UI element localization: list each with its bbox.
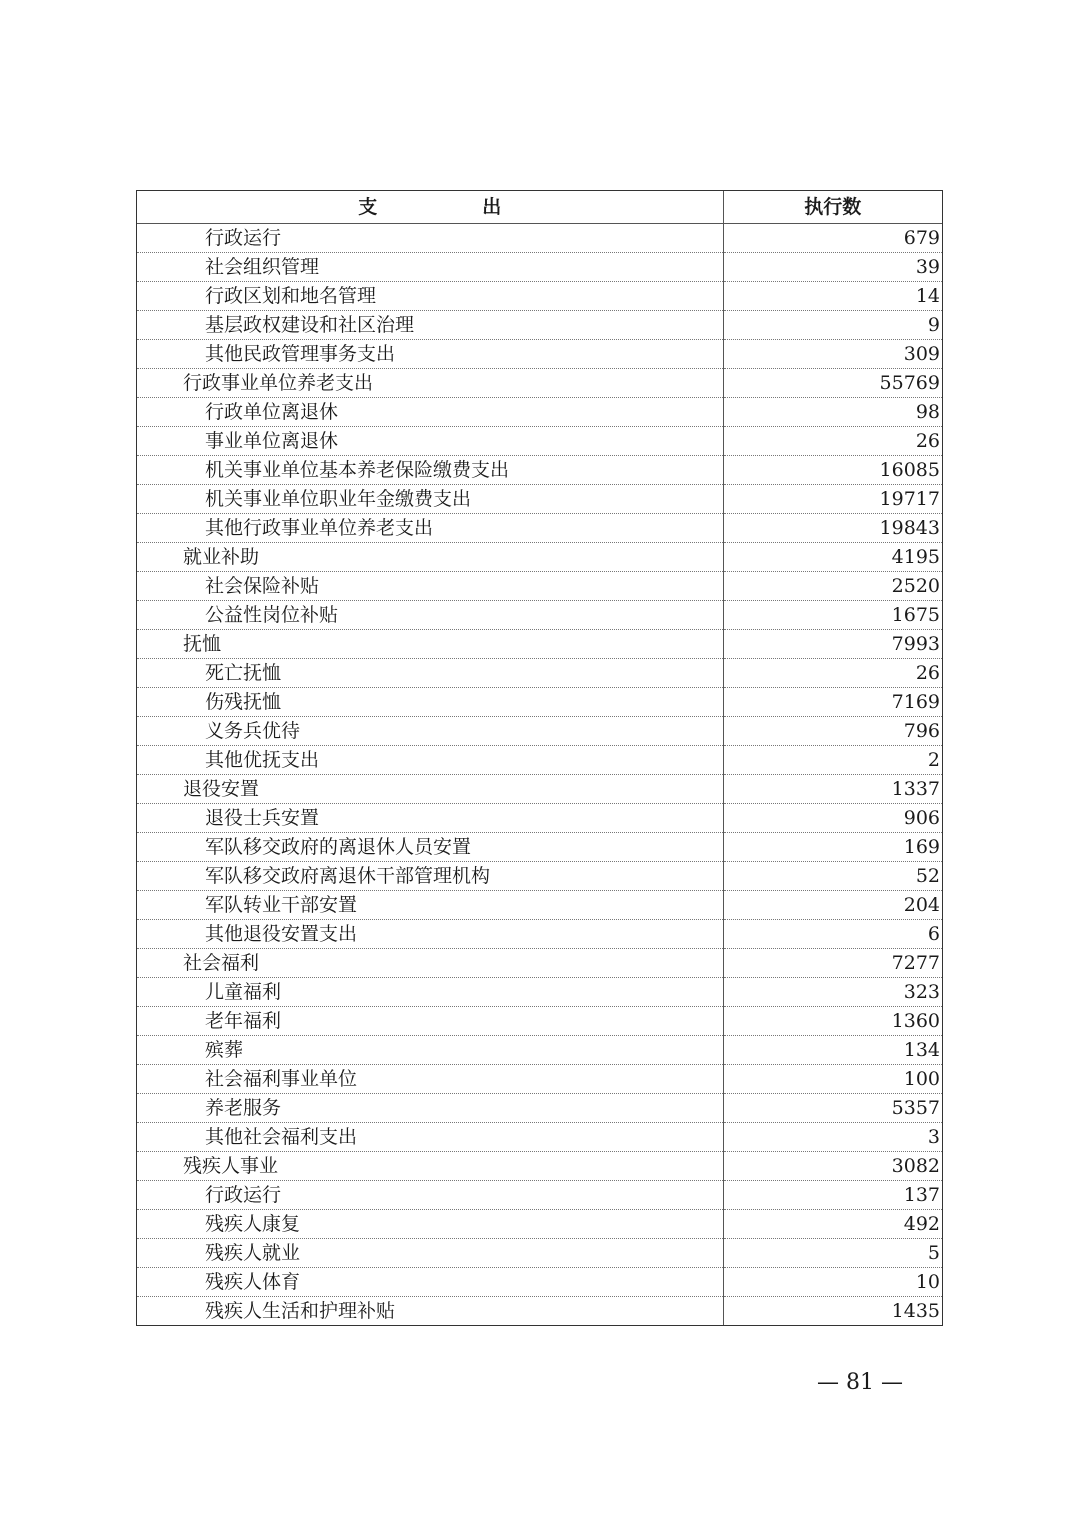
- table-row: [137, 456, 942, 485]
- page-number: — 81 —: [817, 1370, 903, 1395]
- row-item-name: 义务兵优待: [137, 717, 723, 746]
- table-row: [137, 572, 942, 601]
- table-row: [137, 1123, 942, 1152]
- row-item-name: 基层政权建设和社区治理: [137, 311, 723, 340]
- row-executed-value: 98: [723, 398, 942, 427]
- row-item-name: 其他民政管理事务支出: [137, 340, 723, 369]
- table-row: [137, 833, 942, 862]
- table-row: [137, 775, 942, 804]
- table-row: [137, 1268, 942, 1297]
- table-row: [137, 340, 942, 369]
- row-executed-value: 55769: [723, 369, 942, 398]
- expenditure-table-grid: [137, 191, 942, 1325]
- table-row: [137, 224, 942, 253]
- row-item-name: 社会福利: [137, 949, 723, 978]
- row-item-name: 行政运行: [137, 1181, 723, 1210]
- table-row: [137, 485, 942, 514]
- row-executed-value: 6: [723, 920, 942, 949]
- row-executed-value: 5357: [723, 1094, 942, 1123]
- row-executed-value: 134: [723, 1036, 942, 1065]
- row-item-name: 其他退役安置支出: [137, 920, 723, 949]
- row-item-name: 社会福利事业单位: [137, 1065, 723, 1094]
- table-row: [137, 1065, 942, 1094]
- row-item-name: 残疾人事业: [137, 1152, 723, 1181]
- row-item-name: 就业补助: [137, 543, 723, 572]
- row-executed-value: 39: [723, 253, 942, 282]
- row-executed-value: 52: [723, 862, 942, 891]
- table-row: [137, 398, 942, 427]
- header-executed-amount: 执行数: [723, 191, 942, 224]
- row-executed-value: 323: [723, 978, 942, 1007]
- row-executed-value: 204: [723, 891, 942, 920]
- table-row: [137, 659, 942, 688]
- row-executed-value: 5: [723, 1239, 942, 1268]
- row-item-name: 残疾人生活和护理补贴: [205, 1300, 396, 1322]
- table-header-row: [137, 191, 942, 224]
- table-row: [137, 427, 942, 456]
- row-item-name: 行政区划和地名管理: [137, 282, 723, 311]
- row-item-name: 退役安置: [137, 775, 723, 804]
- row-item-name: 其他行政事业单位养老支出: [137, 514, 723, 543]
- row-item-name: 机关事业单位职业年金缴费支出: [137, 485, 723, 514]
- row-item-name: 老年福利: [137, 1007, 723, 1036]
- table-row: [137, 1181, 942, 1210]
- row-executed-value: 19717: [723, 485, 942, 514]
- row-executed-value: 100: [723, 1065, 942, 1094]
- row-item-name: 残疾人体育: [137, 1268, 723, 1297]
- header-expenditure-part2: 出: [482, 196, 502, 218]
- row-executed-value: 1675: [723, 601, 942, 630]
- row-item-name: 儿童福利: [137, 978, 723, 1007]
- row-item-name: 抚恤: [137, 630, 723, 659]
- row-executed-value: 14: [723, 282, 942, 311]
- row-item-name: 军队移交政府离退休干部管理机构: [137, 862, 723, 891]
- row-item-name: 伤残抚恤: [137, 688, 723, 717]
- table-row: [137, 717, 942, 746]
- row-item-name: 殡葬: [137, 1036, 723, 1065]
- table-row: [137, 891, 942, 920]
- table-row: [137, 630, 942, 659]
- row-executed-value: 492: [723, 1210, 942, 1239]
- row-executed-value: 679: [723, 224, 942, 253]
- row-executed-value: 19843: [723, 514, 942, 543]
- row-item-name: 残疾人康复: [137, 1210, 723, 1239]
- row-item-name: 机关事业单位基本养老保险缴费支出: [137, 456, 723, 485]
- table-row: [137, 1297, 942, 1326]
- row-item-name: 行政事业单位养老支出: [137, 369, 723, 398]
- row-executed-value: 906: [723, 804, 942, 833]
- row-executed-value: 1360: [723, 1007, 942, 1036]
- row-item-name: 死亡抚恤: [137, 659, 723, 688]
- table-row: [137, 949, 942, 978]
- row-item-name: 公益性岗位补贴: [137, 601, 723, 630]
- row-executed-value: 1337: [723, 775, 942, 804]
- table-row: [137, 1152, 942, 1181]
- table-row: [137, 282, 942, 311]
- row-executed-value: 26: [723, 427, 942, 456]
- row-executed-value: 137: [723, 1181, 942, 1210]
- row-executed-value: 2: [723, 746, 942, 775]
- table-row: [137, 311, 942, 340]
- table-row: [137, 1007, 942, 1036]
- row-item-name: 残疾人就业: [137, 1239, 723, 1268]
- table-row: [137, 601, 942, 630]
- row-item-name: 行政运行: [137, 224, 723, 253]
- row-item-name: 其他社会福利支出: [137, 1123, 723, 1152]
- table-row: [137, 688, 942, 717]
- row-executed-value: 26: [723, 659, 942, 688]
- row-executed-value: 7169: [723, 688, 942, 717]
- row-item-name: 事业单位离退休: [137, 427, 723, 456]
- row-executed-value: 309: [723, 340, 942, 369]
- table-row: [137, 862, 942, 891]
- header-expenditure: [137, 191, 723, 224]
- row-executed-value: 7277: [723, 949, 942, 978]
- row-item-name: 行政单位离退休: [137, 398, 723, 427]
- table-row: [137, 1210, 942, 1239]
- table-row: [137, 920, 942, 949]
- row-executed-value: 1435: [723, 1297, 942, 1326]
- table-row: [137, 804, 942, 833]
- row-item-name: 退役士兵安置: [137, 804, 723, 833]
- row-item-name: 养老服务: [137, 1094, 723, 1123]
- table-row: [137, 1094, 942, 1123]
- row-item-name: 军队移交政府的离退休人员安置: [137, 833, 723, 862]
- row-executed-value: 3: [723, 1123, 942, 1152]
- table-row: [137, 746, 942, 775]
- table-row: [137, 1239, 942, 1268]
- row-executed-value: 3082: [723, 1152, 942, 1181]
- row-executed-value: 796: [723, 717, 942, 746]
- table-row: [137, 1036, 942, 1065]
- row-executed-value: 10: [723, 1268, 942, 1297]
- table-row: [137, 369, 942, 398]
- row-item-name: 社会组织管理: [137, 253, 723, 282]
- row-executed-value: 4195: [723, 543, 942, 572]
- table-row: [137, 543, 942, 572]
- row-executed-value: 9: [723, 311, 942, 340]
- row-executed-value: 7993: [723, 630, 942, 659]
- row-item-name: 社会保险补贴: [137, 572, 723, 601]
- row-item-name: 其他优抚支出: [137, 746, 723, 775]
- row-item-name: 军队转业干部安置: [137, 891, 723, 920]
- row-executed-value: 16085: [723, 456, 942, 485]
- table-row: [137, 253, 942, 282]
- table-row: [137, 514, 942, 543]
- table-row: [137, 978, 942, 1007]
- table-body: [137, 224, 942, 1326]
- row-executed-value: 2520: [723, 572, 942, 601]
- header-expenditure-part1: 支: [358, 196, 378, 218]
- expenditure-table: [136, 190, 943, 1326]
- row-executed-value: 169: [723, 833, 942, 862]
